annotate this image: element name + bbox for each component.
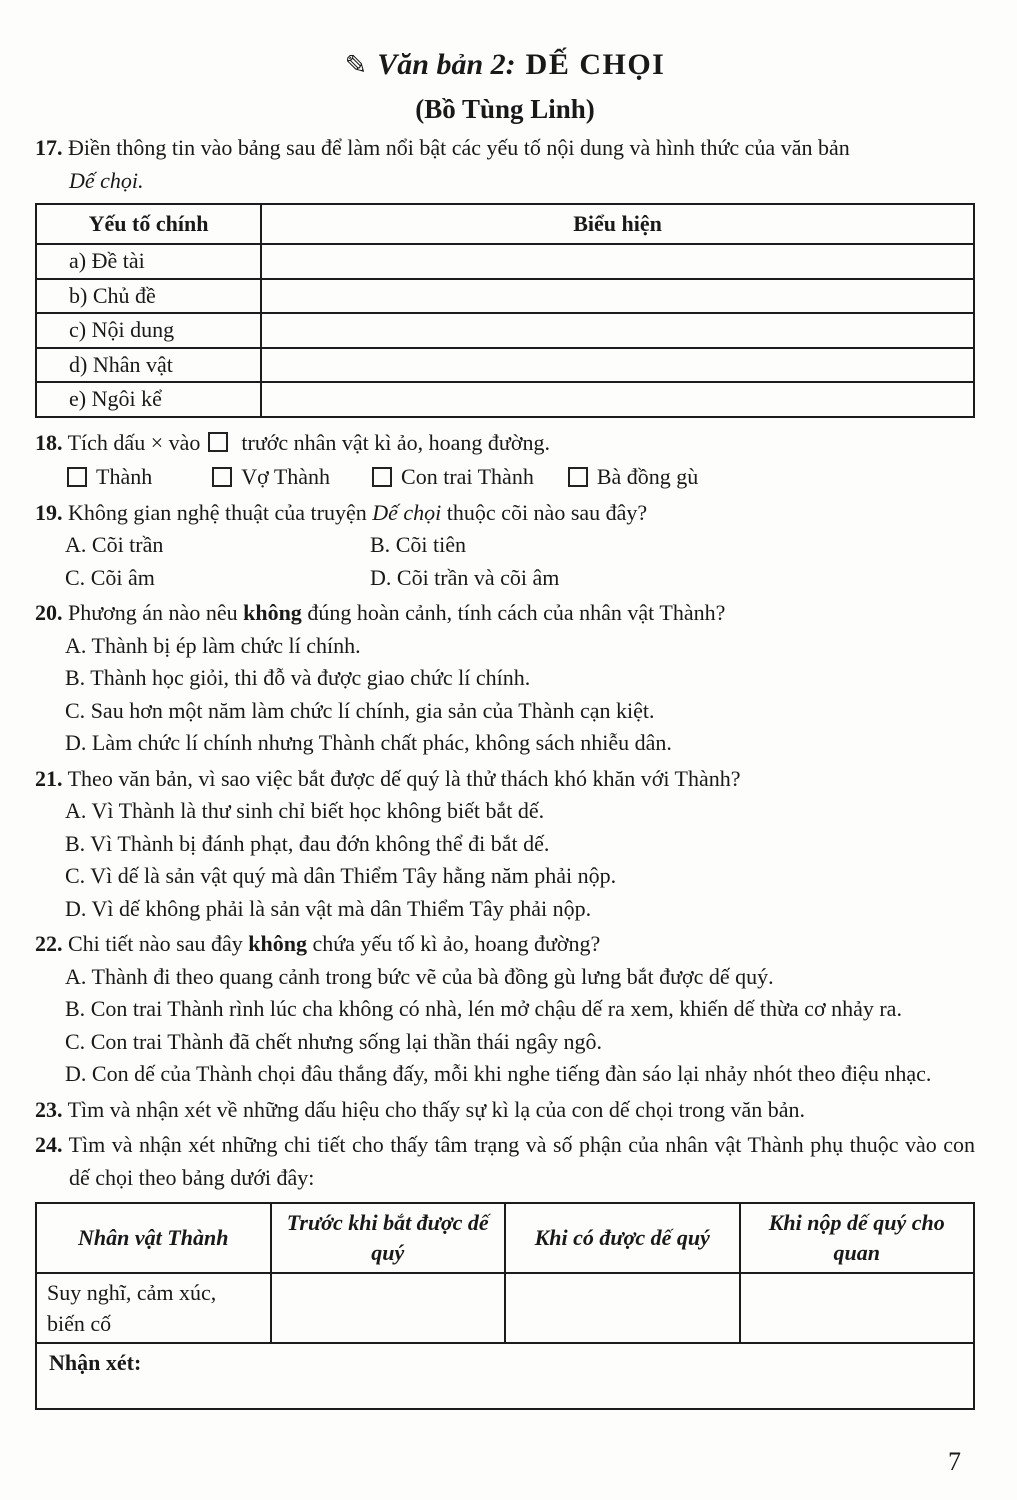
option-text: Vì dế không phải là sản vật mà dân Thiểm Tây phải nộp. xyxy=(91,895,592,921)
option-key: A. xyxy=(65,532,87,557)
checkbox-option-thanh xyxy=(65,461,152,494)
table-row xyxy=(36,1273,974,1343)
question-23 xyxy=(35,1094,975,1127)
question-text-italic: Dế chọi xyxy=(372,499,442,525)
checkbox-option-ba-dong-gu xyxy=(566,461,698,494)
checkbox-icon xyxy=(67,467,87,487)
option-c xyxy=(65,562,370,595)
option-a xyxy=(65,961,975,994)
table1-header-element: Yếu tố chính xyxy=(36,204,261,244)
question-20-options xyxy=(65,630,975,760)
table2-blank-cell xyxy=(505,1273,740,1343)
option-b xyxy=(65,993,975,1026)
question-19 xyxy=(35,497,975,530)
table1-row-label: a) Đề tài xyxy=(36,244,261,279)
question-22-options xyxy=(65,961,975,1091)
question-number: 19. xyxy=(35,499,63,525)
question-21 xyxy=(35,763,975,796)
table1-blank-cell xyxy=(261,313,974,348)
page-number: 7 xyxy=(948,1447,961,1476)
checkbox-label: Vợ Thành xyxy=(241,464,331,489)
option-key: D. xyxy=(65,730,87,755)
option-text: Vì dế là sản vật quý mà dân Thiểm Tây hằng năm phải nộp. xyxy=(90,863,617,888)
table2-row-label: Suy nghĩ, cảm xúc, biến cố xyxy=(36,1273,271,1343)
checkbox-option-vo-thanh xyxy=(210,461,330,494)
table1-blank-cell xyxy=(261,279,974,314)
question-text: Tìm và nhận xét về những dấu hiệu cho thấy sự kì lạ của con dế chọi trong văn bản. xyxy=(67,1096,806,1122)
checkbox-icon xyxy=(372,467,392,487)
option-text: Con dế của Thành chọi đâu thắng đấy, mỗi khi nghe tiếng đàn sáo lại nhảy nhót theo điệu nhạc. xyxy=(91,1061,932,1086)
table1-row-label: b) Chủ đề xyxy=(36,279,261,314)
table-row xyxy=(36,382,974,417)
option-d xyxy=(65,727,975,760)
option-key: D. xyxy=(370,564,392,590)
page-title xyxy=(35,46,975,84)
table-row xyxy=(36,244,974,279)
table1-row-label: c) Nội dung xyxy=(36,313,261,348)
table-row xyxy=(36,313,974,348)
table1-header-expression: Biểu hiện xyxy=(261,204,974,244)
table1-row-label: d) Nhân vật xyxy=(36,348,261,383)
question-17 xyxy=(35,132,975,197)
option-key: C. xyxy=(65,863,86,888)
option-d xyxy=(65,893,975,926)
option-key: C. xyxy=(65,564,86,590)
checkbox-label: Con trai Thành xyxy=(401,464,534,489)
table2-header-submitting: Khi nộp dế quý cho quan xyxy=(740,1203,975,1273)
question-number: 17. xyxy=(35,135,63,160)
option-b xyxy=(65,662,975,695)
option-d xyxy=(65,1058,975,1091)
checkbox-row xyxy=(65,461,975,494)
option-text: Vì Thành là thư sinh chỉ biết học không biết bắt dế. xyxy=(91,798,545,823)
option-text: Thành học giỏi, thi đỗ và được giao chức lí chính. xyxy=(90,665,531,690)
option-key: C. xyxy=(65,697,86,723)
question-21-options xyxy=(65,795,975,925)
title-main: DẾ CHỌI xyxy=(525,48,666,81)
table2-header-character: Nhân vật Thành xyxy=(36,1203,271,1273)
table2-blank-cell xyxy=(271,1273,506,1343)
question-number: 20. xyxy=(35,600,63,625)
option-a xyxy=(65,529,370,562)
question-text: Theo văn bản, vì sao việc bắt được dế quý là thử thách khó khăn với Thành? xyxy=(67,765,741,791)
option-text: Cõi trần và cõi âm xyxy=(396,564,560,590)
table2-blank-cell xyxy=(740,1273,975,1343)
option-a xyxy=(65,630,975,663)
checkbox-icon xyxy=(212,467,232,487)
option-c xyxy=(65,695,975,728)
question-22 xyxy=(35,928,975,961)
table1-blank-cell xyxy=(261,348,974,383)
option-text: Con trai Thành đã chết nhưng sống lại thần thái ngây ngô. xyxy=(90,1028,602,1054)
option-d xyxy=(370,562,975,595)
question-text-bold: không xyxy=(243,600,302,625)
table-row xyxy=(36,348,974,383)
table1-row-label: e) Ngôi kể xyxy=(36,382,261,417)
option-key: D. xyxy=(65,895,87,921)
question-number: 24. xyxy=(35,1132,63,1157)
question-text: đúng hoàn cảnh, tính cách của nhân vật Thành? xyxy=(307,600,726,625)
question-text: Tìm và nhận xét những chi tiết cho thấy tâm trạng và số phận của nhân vật Thành phụ thuộc vào con dế chọi theo bảng dưới đây: xyxy=(68,1132,976,1190)
option-key: B. xyxy=(65,830,86,856)
option-key: A. xyxy=(65,963,87,989)
option-key: B. xyxy=(65,996,86,1021)
option-text: Cõi tiên xyxy=(395,532,466,557)
option-text: Thành bị ép làm chức lí chính. xyxy=(91,632,361,658)
character-analysis-table xyxy=(35,1202,975,1410)
option-key: C. xyxy=(65,1028,86,1054)
checkbox-label: Thành xyxy=(96,464,153,489)
title-prefix: Văn bản 2: xyxy=(377,48,516,81)
table-row xyxy=(36,279,974,314)
question-text: Chi tiết nào sau đây xyxy=(68,931,243,956)
table2-remark-cell: Nhận xét: xyxy=(36,1343,974,1409)
question-text: chứa yếu tố kì ảo, hoang đường? xyxy=(312,931,601,956)
table1-blank-cell xyxy=(261,244,974,279)
option-text: Làm chức lí chính nhưng Thành chất phác, không sách nhiễu dân. xyxy=(91,730,672,755)
question-text-italic: Dế chọi. xyxy=(69,167,144,193)
elements-table xyxy=(35,203,975,418)
question-text: Phương án nào nêu xyxy=(68,600,238,625)
question-text: Tích dấu × vào xyxy=(67,429,201,455)
option-key: A. xyxy=(65,798,87,823)
question-text: trước nhân vật kì ảo, hoang đường. xyxy=(241,429,550,455)
option-b xyxy=(65,828,975,861)
option-b xyxy=(370,529,975,562)
question-number: 18. xyxy=(35,429,63,455)
checkbox-label: Bà đồng gù xyxy=(596,464,699,489)
table2-header-before: Trước khi bắt được dế quý xyxy=(271,1203,506,1273)
option-key: B. xyxy=(370,532,391,557)
table2-header-having: Khi có được dế quý xyxy=(505,1203,740,1273)
question-18 xyxy=(35,427,975,460)
checkbox-icon xyxy=(208,432,228,452)
question-number: 22. xyxy=(35,931,63,956)
option-key: D. xyxy=(65,1061,87,1086)
option-text: Thành đi theo quang cảnh trong bức vẽ của bà đồng gù lưng bắt được dế quý. xyxy=(91,963,774,989)
option-text: Sau hơn một năm làm chức lí chính, gia sản của Thành cạn kiệt. xyxy=(90,697,655,723)
option-c xyxy=(65,1026,975,1059)
option-c xyxy=(65,860,975,893)
table-row xyxy=(36,1343,974,1409)
question-text: Không gian nghệ thuật của truyện xyxy=(68,499,367,525)
question-text: thuộc cõi nào sau đây? xyxy=(446,499,648,525)
question-19-options xyxy=(65,529,975,594)
question-number: 21. xyxy=(35,765,63,791)
checkbox-option-con-trai-thanh xyxy=(370,461,534,494)
table1-blank-cell xyxy=(261,382,974,417)
option-text: Vì Thành bị đánh phạt, đau đớn không thể đi bắt dế. xyxy=(90,830,550,856)
question-24 xyxy=(35,1129,975,1194)
option-a xyxy=(65,795,975,828)
pencil-icon: ✎ xyxy=(344,50,368,80)
option-text: Cõi trần xyxy=(91,532,164,557)
question-20 xyxy=(35,597,975,630)
option-key: B. xyxy=(65,665,86,690)
option-text: Con trai Thành rình lúc cha không có nhà, lén mở chậu dế ra xem, khiến dế thừa cơ nhảy ra. xyxy=(90,996,902,1021)
option-key: A. xyxy=(65,632,87,658)
option-text: Cõi âm xyxy=(90,564,155,590)
author-line: (Bồ Tùng Linh) xyxy=(415,94,595,124)
question-text: Điền thông tin vào bảng sau để làm nổi bật các yếu tố nội dung và hình thức của văn bản xyxy=(68,135,850,160)
checkbox-icon xyxy=(568,467,588,487)
question-text-bold: không xyxy=(248,931,307,956)
question-number: 23. xyxy=(35,1096,63,1122)
